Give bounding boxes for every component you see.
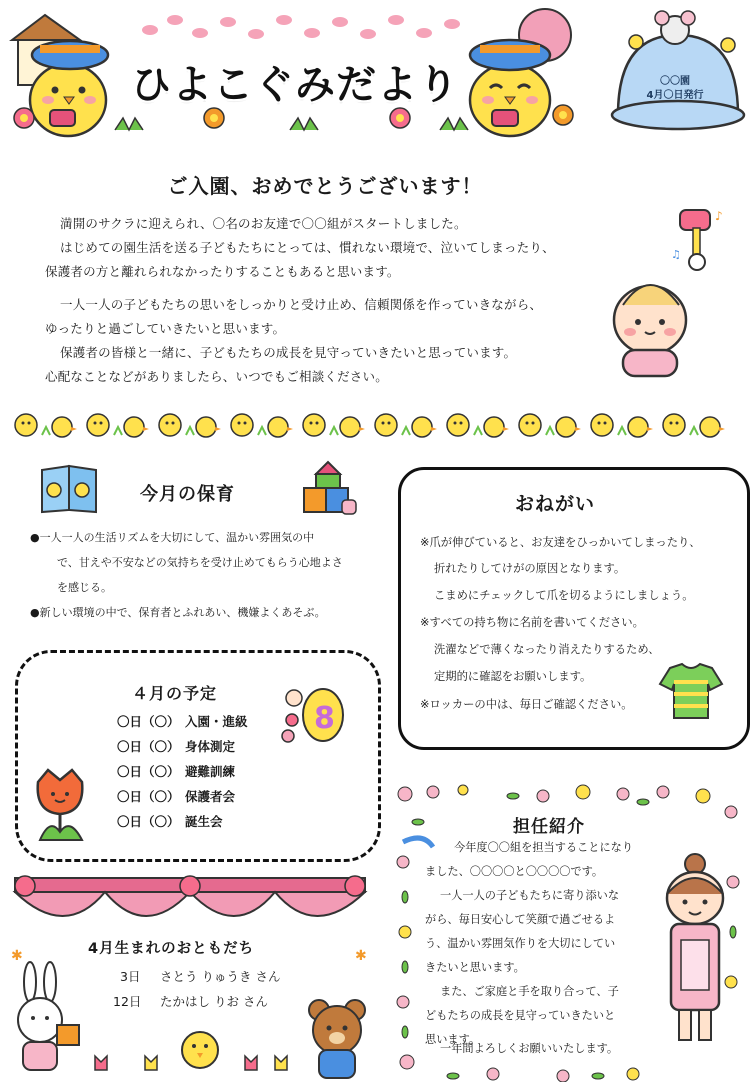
tulip-icon	[30, 762, 90, 842]
teacher-line: 思います。	[425, 1033, 481, 1046]
onegai-line: 折れたりしてけがの原因となります。	[434, 562, 626, 575]
svg-text:✱: ✱	[11, 948, 23, 964]
birthday-row	[113, 992, 268, 1010]
small-chick-icon	[182, 1032, 218, 1068]
rabbit-icon	[18, 962, 79, 1070]
teacher-line: また、ご家庭と手を取り合って、子	[440, 985, 619, 998]
teacher-line: う、温かい雰囲気作りを大切にしてい	[425, 937, 616, 950]
teacher-line: きたいと思います。	[425, 961, 525, 974]
picture-book-icon	[38, 462, 100, 514]
svg-text:8: 8	[314, 701, 335, 736]
schedule-title: ４月の予定	[132, 684, 218, 703]
teacher-title: 担任紹介	[513, 817, 585, 837]
hoiku-line: ●新しい環境の中で、保育者とふれあい、機嫌よくあそぶ。	[30, 606, 326, 619]
schedule-row	[117, 712, 248, 730]
striped-shirt-icon	[656, 662, 726, 722]
building-blocks-icon	[298, 460, 358, 518]
teacher-line: どもたちの成長を見守っていきたいと	[425, 1009, 616, 1022]
onegai-line: 定期的に確認をお願いします。	[434, 670, 592, 683]
onegai-line: ※ロッカーの中は、毎日ご確認ください。	[420, 698, 633, 711]
hat-badge-icon	[612, 11, 744, 129]
onegai-line: ※爪が伸びていると、お友達をひっかいてしまったり、	[420, 536, 701, 549]
greeting-line: はじめての園生活を送る子どもたちにとっては、慣れない環境で、泣いてしまったり、	[60, 240, 555, 255]
teacher-line: 今年度〇〇組を担当することになり	[454, 841, 634, 854]
schedule-row	[117, 762, 235, 780]
chick-flower-border	[12, 405, 742, 447]
birthday-title: 4月生まれのおともだち	[88, 941, 255, 957]
svg-text:♪: ♪	[715, 209, 723, 223]
hoiku-title: 今月の保育	[140, 484, 235, 505]
teacher-line: 一年間よろしくお願いいたします。	[440, 1042, 619, 1055]
schedule-event: 身体測定	[185, 739, 236, 754]
onegai-title: おねがい	[515, 493, 596, 515]
onegai-line: 洗濯などで薄くなったり消えたりするため、	[434, 643, 660, 656]
teacher-line: ました、〇〇〇〇と〇〇〇〇です。	[425, 865, 604, 878]
cherry-petals-decoration	[142, 15, 460, 39]
birthday-row	[120, 967, 280, 985]
baby-illustration	[605, 200, 735, 390]
schedule-row	[117, 787, 235, 805]
birthday-day: 3日	[120, 969, 141, 984]
schedule-event: 入園・進級	[185, 714, 248, 729]
fairy-four-icon	[278, 680, 348, 745]
greeting-title: ご入園、おめでとうございます！	[167, 174, 483, 198]
schedule-date: 〇日（〇）	[117, 714, 180, 729]
hoiku-line: を感じる。	[57, 581, 112, 594]
schedule-date: 〇日（〇）	[117, 764, 180, 779]
chick-left-icon	[30, 41, 108, 136]
birthday-name: たかはし りお さん	[160, 994, 268, 1009]
rattle-icon	[671, 209, 723, 270]
birthday-name: さとう りゅうき さん	[160, 969, 281, 984]
greeting-line: 一人一人の子どもたちの思いをしっかりと受け止め、信頼関係を作っていきながら、	[60, 297, 543, 312]
hoiku-line: ●一人一人の生活リズムを大切にして、温かい雰囲気の中	[30, 531, 315, 544]
schedule-event: 保護者会	[185, 789, 236, 804]
greeting-line: 心配なことなどがありましたら、いつでもご相談ください。	[45, 369, 388, 384]
greeting-line: 満開のサクラに迎えられ、〇名のお友達で〇〇組がスタートしました。	[60, 216, 467, 231]
teacher-line: 一人一人の子どもたちに寄り添いな	[440, 889, 620, 902]
hoiku-line: で、甘えや不安などの気持ちを受け止めてもらう心地よさ	[57, 556, 343, 569]
greeting-line: 保護者の方と離れられなかったりすることもあると思います。	[45, 264, 400, 279]
schedule-event: 誕生会	[185, 814, 223, 829]
greeting-line: ゆったりと過ごしていきたいと思います。	[45, 321, 286, 336]
birthday-day: 12日	[113, 994, 142, 1009]
onegai-line: こまめにチェックして爪を切るようにしましょう。	[434, 589, 694, 602]
schedule-date: 〇日（〇）	[117, 739, 180, 754]
schedule-date: 〇日（〇）	[117, 789, 180, 804]
issue-date: 4月〇日発行	[646, 90, 704, 101]
svg-text:✱: ✱	[355, 948, 367, 964]
schedule-date: 〇日（〇）	[117, 814, 180, 829]
greeting-line: 保護者の皆様と一緒に、子どもたちの成長を見守っていきたいと思っています。	[60, 345, 517, 360]
onegai-line: ※すべての持ち物に名前を書いてください。	[420, 616, 644, 629]
schedule-event: 避難訓練	[185, 764, 236, 779]
schedule-row	[117, 812, 223, 830]
newsletter-title: ひよこぐみだより	[131, 62, 459, 108]
class-name: 〇〇園	[660, 76, 690, 87]
bear-icon	[309, 1000, 365, 1078]
svg-text:♫: ♫	[671, 248, 681, 261]
teacher-icon	[655, 850, 735, 1050]
schedule-row	[117, 737, 235, 755]
teacher-line: がら、毎日安心して笑顔で過ごせるよ	[425, 913, 616, 926]
